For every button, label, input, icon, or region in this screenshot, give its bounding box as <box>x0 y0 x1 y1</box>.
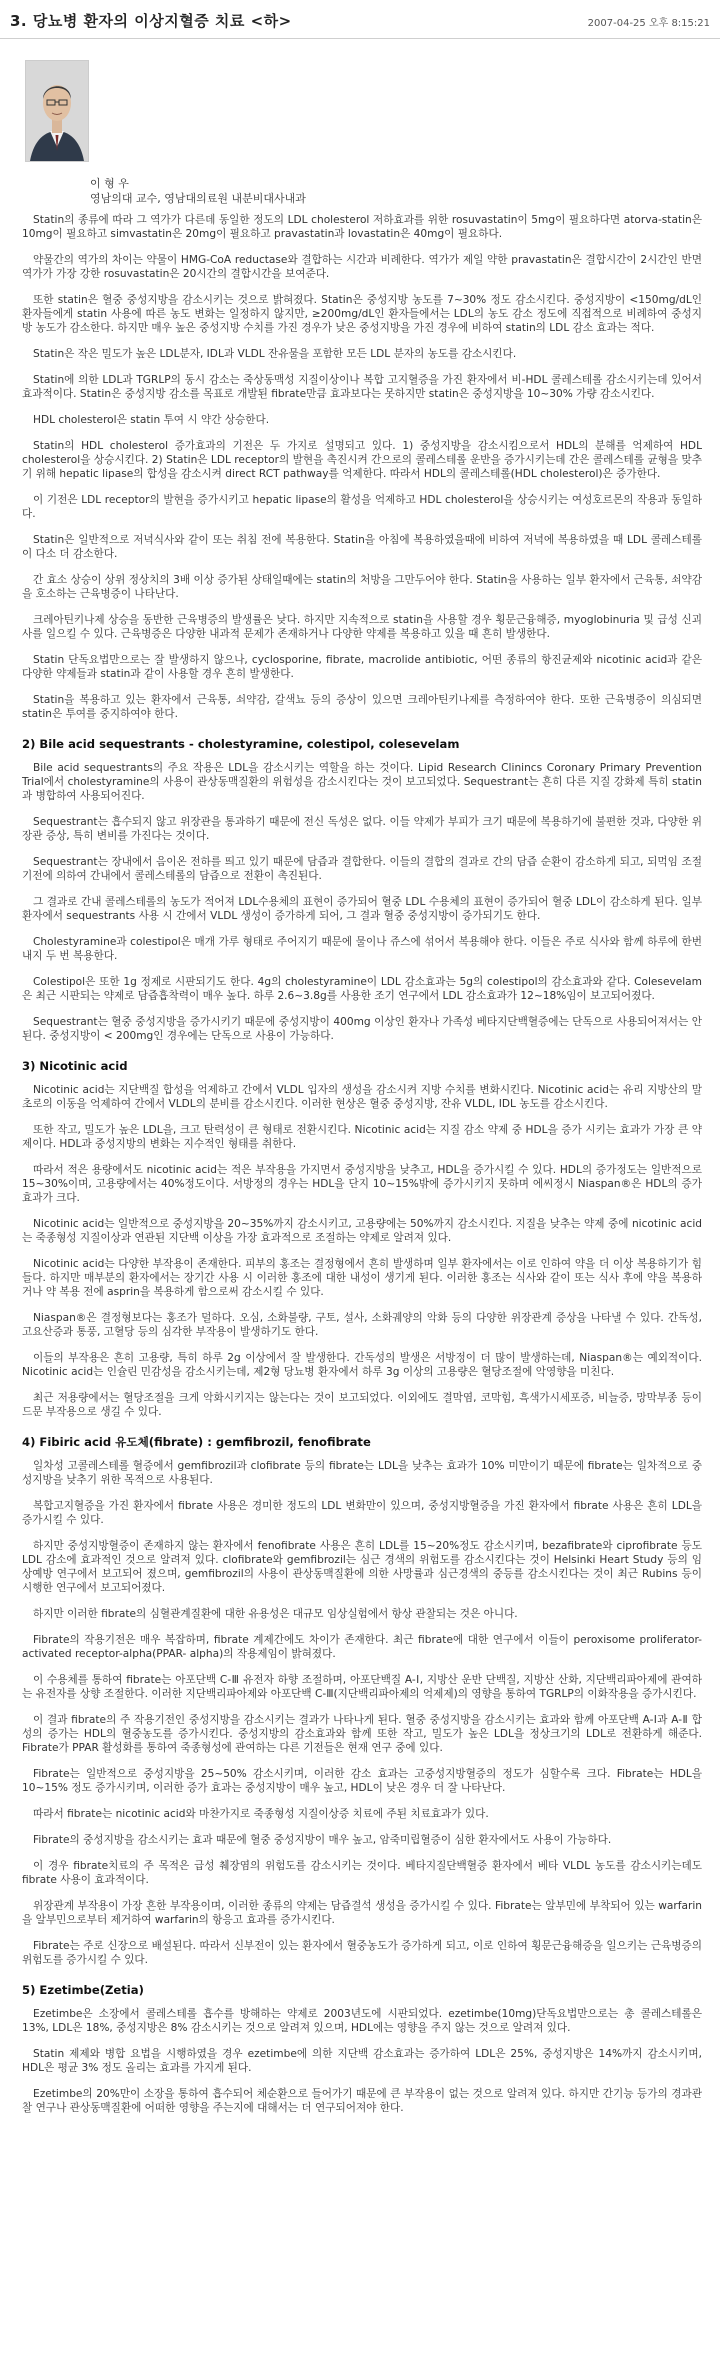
paragraph: Colestipol은 또한 1g 정제로 시판되기도 한다. 4g의 cholestyramine이 LDL 감소효과는 5g의 colestipol의 감소효과와 같다. Colesevelam은 최근 시판되는 약제로 담즙흡착력이 매우 높다. 하루 2.6~3.8g를 사용한 조기 연구에서 LDL 감소효과가 12~18%임이 보고되어졌다. <box>22 976 702 1002</box>
paragraph: Cholestyramine과 colestipol은 매개 가루 형태로 주어지기 때문에 물이나 쥬스에 섞어서 복용해야 한다. 이들은 주로 식사와 함께 하루에 한번 내지 두 번 복용한다. <box>22 936 702 962</box>
paragraph: 이 수용체를 통하여 fibrate는 아포단백 C-Ⅲ 유전자 하향 조절하며, 아포단백질 A-Ⅰ, 지방산 운반 단백질, 지방산 산화, 지단백리파아제에 관여하는 유전자를 상향 조절한다. 이러한 지단백리파아제와 아포단백 C-Ⅲ(지단백리파아제의 억제제)의 영향을 통하여 TGRLP의 이화작용을 증가시킨다. <box>22 1674 702 1700</box>
article-body <box>22 213 702 2127</box>
paragraph: Fibrate는 주로 신장으로 배설된다. 따라서 신부전이 있는 환자에서 혈중농도가 증가하게 되고, 이로 인하여 횡문근융해증을 일으키는 근육병증의 위험도를 증가시킬 수 있다. <box>22 1940 702 1966</box>
section-heading: 3) Nicotinic acid <box>22 1059 128 1073</box>
paragraph: Statin 단독요법만으로는 잘 발생하지 않으나, cyclosporine, fibrate, macrolide antibiotic, 어떤 종류의 항진균제와 nicotinic acid과 같은 다양한 약제들과 statin과 같이 사용할 경우 흔히 발생한다. <box>22 654 702 680</box>
paragraph: 위장관계 부작용이 가장 흔한 부작용이며, 이러한 종류의 약제는 담즙결석 생성을 증가시킬 수 있다. Fibrate는 알부민에 부착되어 있는 warfarin을 알부민으로부터 제거하여 warfarin의 항응고 효과를 증가시킨다. <box>22 1900 702 1926</box>
paragraph: 복합고지혈증을 가진 환자에서 fibrate 사용은 경미한 정도의 LDL 변화만이 있으며, 중성지방혈증을 가진 환자에서 fibrate 사용은 흔히 LDL을 증가시킬 수 있다. <box>22 1500 702 1526</box>
paragraph: 일차성 고콜레스테롤 혈증에서 gemfibrozil과 clofibrate 등의 fibrate는 LDL을 낮추는 효과가 10% 미만이기 때문에 fibrate는 일차적으로 중성지방을 낮추기 위한 목적으로 사용된다. <box>22 1460 702 1486</box>
paragraph: 또한 statin은 혈중 중성지방을 감소시키는 것으로 밝혀졌다. Statin은 중성지방 농도를 7~30% 정도 감소시킨다. 중성지방이 <150mg/dL인 환자들에게 statin 사용에 따른 농도 변화는 일정하지 않지만, ≥200mg/dL인 환자들에서는 LDL의 농도 감소 정도에 직접적으로 비례하여 중성지방 농도가 감소한다. 하지만 매우 높은 중성지방 수치를 가진 경우가 낮은 중성지방을 가진 경우에 비하여 statin의 LDL 감소 효과는 적다. <box>22 294 702 334</box>
paragraph: Ezetimbe의 20%만이 소장을 통하여 흡수되어 체순환으로 들어가기 때문에 큰 부작용이 없는 것으로 알려져 있다. 하지만 간기능 등가의 경과관찰 연구나 관상동맥질환에 어떠한 영향을 주는지에 대해서는 더 연구되어져야 한다. <box>22 2088 702 2114</box>
paragraph: Statin을 복용하고 있는 환자에서 근육통, 쇠약감, 갈색뇨 등의 증상이 있으면 크레아틴키나제를 측정하여야 한다. 또한 근육병증이 의심되면 statin은 투여를 중지하여야 한다. <box>22 694 702 720</box>
paragraph: Nicotinic acid는 다양한 부작용이 존재한다. 피부의 홍조는 결정형에서 흔히 발생하며 일부 환자에서는 이로 인하여 약을 더 이상 복용하기가 힘들다. 하지만 매부분의 환자에서는 장기간 사용 시 이러한 홍조에 대한 내성이 생기게 된다. 이러한 홍조는 식사와 같이 또는 식사 후에 약을 복용하거나 약 복용 전에 asprin을 복용하게 함으로써 감소시킬 수 있다. <box>22 1258 702 1298</box>
section-heading: 4) Fibiric acid 유도체(fibrate) : gemfibrozil, fenofibrate <box>22 1435 371 1449</box>
section-heading: 5) Ezetimbe(Zetia) <box>22 1983 144 1997</box>
paragraph: Nicotinic acid는 지단백질 합성을 억제하고 간에서 VLDL 입자의 생성을 감소시켜 지방 수치를 변화시킨다. Nicotinic acid는 유리 지방산의 말초로의 이동을 억제하여 간에서 VLDL의 분비를 감소시킨다. 이러한 현상은 혈중 중성지방, 잔유 VLDL, IDL 농도를 감소시킨다. <box>22 1084 702 1110</box>
paragraph: Fibrate는 일반적으로 중성지방을 25~50% 감소시키며, 이러한 감소 효과는 고중성지방혈증의 정도가 심할수록 크다. Fibrate는 HDL을 10~15% 정도 증가시키며, 이러한 증가 효과는 중성지방이 매우 높고, HDL이 낮은 경우 더 잘 나타난다. <box>22 1768 702 1794</box>
paragraph: Fibrate의 중성지방을 감소시키는 효과 때문에 혈중 중성지방이 매우 높고, 암죽미립혈증이 심한 환자에서도 사용이 가능하다. <box>33 1834 612 1846</box>
paragraph: Statin의 종류에 따라 그 역가가 다른데 동일한 정도의 LDL cholesterol 저하효과를 위한 rosuvastatin이 5mg이 필요하다면 atorva-statin은 10mg이 필요하고 simvastatin은 20mg이 필요하고 pravastatin과 lovastatin은 40mg이 필요하다. <box>22 214 702 240</box>
author-info <box>90 176 306 206</box>
paragraph: Nicotinic acid는 일반적으로 중성지방을 20~35%까지 감소시키고, 고용량에는 50%까지 감소시킨다. 지질을 낮추는 약제 중에 nicotinic acid는 죽종형성 지질이상과 연관된 지단백 이상을 가장 효과적으로 조절하는 약제로 알려져 있다. <box>22 1218 702 1244</box>
paragraph: 크레아틴키나제 상승을 동반한 근육병증의 발생률은 낮다. 하지만 지속적으로 statin을 사용할 경우 횡문근융해증, myoglobinuria 및 급성 신괴사를 일으킬 수 있다. 근육병증은 다양한 내과적 문제가 존재하거나 다양한 약제를 복용하고 있을 때 흔히 발생한다. <box>22 614 702 640</box>
paragraph: Statin은 작은 밀도가 높은 LDL분자, IDL과 VLDL 잔유물을 포함한 모든 LDL 분자의 농도를 감소시킨다. <box>33 348 517 360</box>
author-name: 이 형 우 <box>90 177 129 190</box>
paragraph: HDL cholesterol은 statin 투여 시 약간 상승한다. <box>33 414 270 426</box>
paragraph: Bile acid sequestrants의 주요 작용은 LDL을 감소시키는 역할을 하는 것이다. Lipid Research Clinincs Coronary Primary Prevention Trial에서 cholestyramine의 사용이 관상동맥질환의 위험성을 감소시킨다는 것이 보고되었다. Sequestrant는 흔히 다른 지질 강화제 특히 statin과 병합하여 사용되어진다. <box>22 762 702 802</box>
paragraph: Niaspan®은 결정형보다는 홍조가 덜하다. 오심, 소화불량, 구토, 설사, 소화궤양의 악화 등의 다양한 위장관계 증상을 나타낼 수 있다. 간독성, 고요산증과 통풍, 고혈당 등의 심각한 부작용이 발생하기도 한다. <box>22 1312 702 1338</box>
paragraph: Statin의 HDL cholesterol 증가효과의 기전은 두 가지로 설명되고 있다. 1) 중성지방을 감소시킴으로서 HDL의 분해를 억제하여 HDL cholesterol을 상승시킨다. 2) Statin은 LDL receptor의 발현을 촉진시켜 간으로의 콜레스테롤 운반을 증가시키는데 간은 콜레스테롤 균형을 맞추기 위해 hepatic lipase의 합성을 감소시켜 direct RCT pathway를 억제한다. 따라서 HDL의 콜레스테롤(HDL cholesterol)은 증가한다. <box>22 440 702 480</box>
author-photo <box>25 60 89 162</box>
author-portrait-image <box>26 61 88 161</box>
paragraph: 하지만 중성지방혈증이 존재하지 않는 환자에서 fenofibrate 사용은 흔히 LDL를 15~20%정도 감소시키며, bezafibrate와 ciprofibrate 등도 LDL 감소에 효과적인 것으로 알려져 있다. clofibrate와 gemfibrozil는 심근 경색의 위험도를 감소시킨다는 것이 Helsinki Heart Study 등의 임상예방 연구에서 보고되어 졌으며, gemfibrozil의 사용이 관상동맥질환에 의한 사망률과 심근경색의 중등를 감소시킨다는 것이 최근 Rubins 등이 시행한 연구에서 보고되어졌다. <box>22 1540 702 1594</box>
paragraph: 간 효소 상승이 상위 정상치의 3배 이상 증가된 상태일때에는 statin의 처방을 그만두어야 한다. Statin을 사용하는 일부 환자에서 근육통, 쇠약감을 호소하는 근육병증이 나타난다. <box>22 574 702 600</box>
publish-date: 2007-04-25 오후 8:15:21 <box>587 18 710 29</box>
paragraph: Sequestrant는 장내에서 음이온 전하를 띄고 있기 때문에 담즙과 결합한다. 이들의 결합의 결과로 간의 담즙 순환이 감소하게 되고, 되먹임 조절 기전에 의하여 간내에서 콜레스테롤의 담즙으로 전환이 촉진된다. <box>22 856 702 882</box>
article-header <box>0 0 720 39</box>
paragraph: 또한 작고, 밀도가 높은 LDL을, 크고 탄력성이 큰 형태로 전환시킨다. Nicotinic acid는 지질 감소 약제 중 HDL을 증가 시키는 효과가 가장 큰 약제이다. HDL과 중성지방의 변화는 지수적인 형태를 취한다. <box>22 1124 702 1150</box>
paragraph: Fibrate의 작용기전은 매우 복잡하며, fibrate 계제간에도 차이가 존재한다. 최근 fibrate에 대한 연구에서 이들이 peroxisome proliferator-activated receptor-alpha(PPAR- alpha)의 작용제임이 밝혀졌다. <box>22 1634 702 1660</box>
author-affiliation: 영남의대 교수, 영남대의료원 내분비대사내과 <box>90 192 306 205</box>
paragraph: 따라서 fibrate는 nicotinic acid와 마찬가지로 죽종형성 지질이상증 치료에 주된 치료효과가 있다. <box>33 1808 489 1820</box>
paragraph: Sequestrant는 흡수되지 않고 위장관을 통과하기 때문에 전신 독성은 없다. 이들 약제가 부피가 크기 때문에 복용하기에 불편한 것과, 다양한 위장관 증상, 특히 변비를 가진다는 것이다. <box>22 816 702 842</box>
paragraph: 따라서 적은 용량에서도 nicotinic acid는 적은 부작용을 가지면서 중성지방을 낮추고, HDL을 증가시킬 수 있다. HDL의 증가정도는 일반적으로 15~30%이며, 고용량에서는 40%정도이다. 서방정의 경우는 HDL을 단지 10~15%밖에 증가시키지 못하며 에씨정시 Niaspan®은 HDL의 증가 효과가 크다. <box>22 1164 702 1204</box>
paragraph: 이 결과 fibrate의 주 작용기전인 중성지방을 감소시키는 결과가 나타나게 된다. 혈중 중성지방을 감소시키는 효과와 함께 아포단백 A-Ⅰ과 A-Ⅱ 합성의 증가는 HDL의 혈중농도를 증가시킨다. 중성지방의 감소효과와 함께 또한 작고, 밀도가 높은 LDL을 정상크기의 LDL로 전환하게 해준다. Fibrate가 PPAR 활성화를 통하여 죽종형성에 관여하는 다른 기전들은 현재 연구 중에 있다. <box>22 1714 702 1754</box>
paragraph: 약물간의 역가의 차이는 약물이 HMG-CoA reductase와 결합하는 시간과 비례한다. 역가가 제일 약한 pravastatin은 결합시간이 2시간인 반면 역가가 가장 강한 rosuvastatin은 20시간의 결합시간을 보여준다. <box>22 254 702 280</box>
paragraph: Statin에 의한 LDL과 TGRLP의 동시 감소는 죽상동맥성 지질이상이나 복합 고지혈증을 가진 환자에서 비-HDL 콜레스테롤 감소시키는데 있어서 효과적이다. Statin은 중성지방 감소를 목표로 개발된 fibrate만큼 효과보다는 못하지만 statin은 중성지방을 10~30% 가량 감소시킨다. <box>22 374 702 400</box>
paragraph: 이 기전은 LDL receptor의 발현을 증가시키고 hepatic lipase의 활성을 억제하고 HDL cholesterol을 상승시키는 여성호르몬의 작용과 동일하다. <box>22 494 702 520</box>
paragraph: Statin은 일반적으로 저녁식사와 같이 또는 취침 전에 복용한다. Statin을 아침에 복용하였을때에 비하여 저녁에 복용하였을 때 LDL 콜레스테롤이 다소 더 감소한다. <box>22 534 702 560</box>
article-title: 3. 당뇨병 환자의 이상지혈증 치료 <하> <box>10 12 292 30</box>
paragraph: 최근 저용량에서는 혈당조절을 크게 악화시키지는 않는다는 것이 보고되었다. 이외에도 결막염, 코막힘, 흑색가시세포증, 비늘증, 망막부종 등이 드문 부작용으로 생길 수 있다. <box>22 1392 702 1418</box>
paragraph: 이 경우 fibrate치료의 주 목적은 급성 췌장염의 위험도를 감소시키는 것이다. 베타지질단백혈증 환자에서 베타 VLDL 농도를 감소시키는데도 fibrate 사용이 효과적이다. <box>22 1860 702 1886</box>
paragraph: Ezetimbe은 소장에서 콜레스테롤 흡수를 방해하는 약제로 2003년도에 시판되었다. ezetimbe(10mg)단독요법만으로는 총 콜레스테롤은 13%, LDL은 18%, 중성지방은 8% 감소시키는 것으로 알려져 있으며, HDL에는 영향을 주지 않는 것으로 알려져 있다. <box>22 2008 702 2034</box>
paragraph: Statin 제제와 병합 요법을 시행하였을 경우 ezetimbe에 의한 지단백 감소효과는 증가하여 LDL은 25%, 중성지방은 14%까지 감소시키며, HDL은 평균 3% 정도 올리는 효과를 가지게 된다. <box>22 2048 702 2074</box>
paragraph: 이들의 부작용은 흔히 고용량, 특히 하루 2g 이상에서 잘 발생한다. 간독성의 발생은 서방정이 더 많이 발생하는데, Niaspan®는 예외적이다. Nicotinic acid는 인슐린 민감성을 감소시키는데, 제2형 당뇨병 환자에서 하루 3g 이상의 고용량은 혈당조절에 악영향을 미친다. <box>22 1352 702 1378</box>
paragraph: 하지만 이러한 fibrate의 심혈관계질환에 대한 유용성은 대규모 임상실험에서 항상 관찰되는 것은 아니다. <box>33 1608 518 1620</box>
paragraph: 그 결과로 간내 콜레스테롤의 농도가 적어져 LDL수용체의 표현이 증가되어 혈중 LDL 수용체의 표현이 증가되어 혈중 LDL이 감소하게 된다. 일부 환자에서 sequestrants 사용 시 간에서 VLDL 생성이 증가하게 되어, 그 결과 혈중 중성지방이 증가되기도 한다. <box>22 896 702 922</box>
paragraph: Sequestrant는 혈중 중성지방을 증가시키기 때문에 중성지방이 400mg 이상인 환자나 가족성 베타지단백혈증에는 단독으로 사용되어져서는 안된다. 중성지방이 < 200mg인 경우에는 단독으로 사용이 가능하다. <box>22 1016 702 1042</box>
section-heading: 2) Bile acid sequestrants - cholestyramine, colestipol, colesevelam <box>22 737 460 751</box>
